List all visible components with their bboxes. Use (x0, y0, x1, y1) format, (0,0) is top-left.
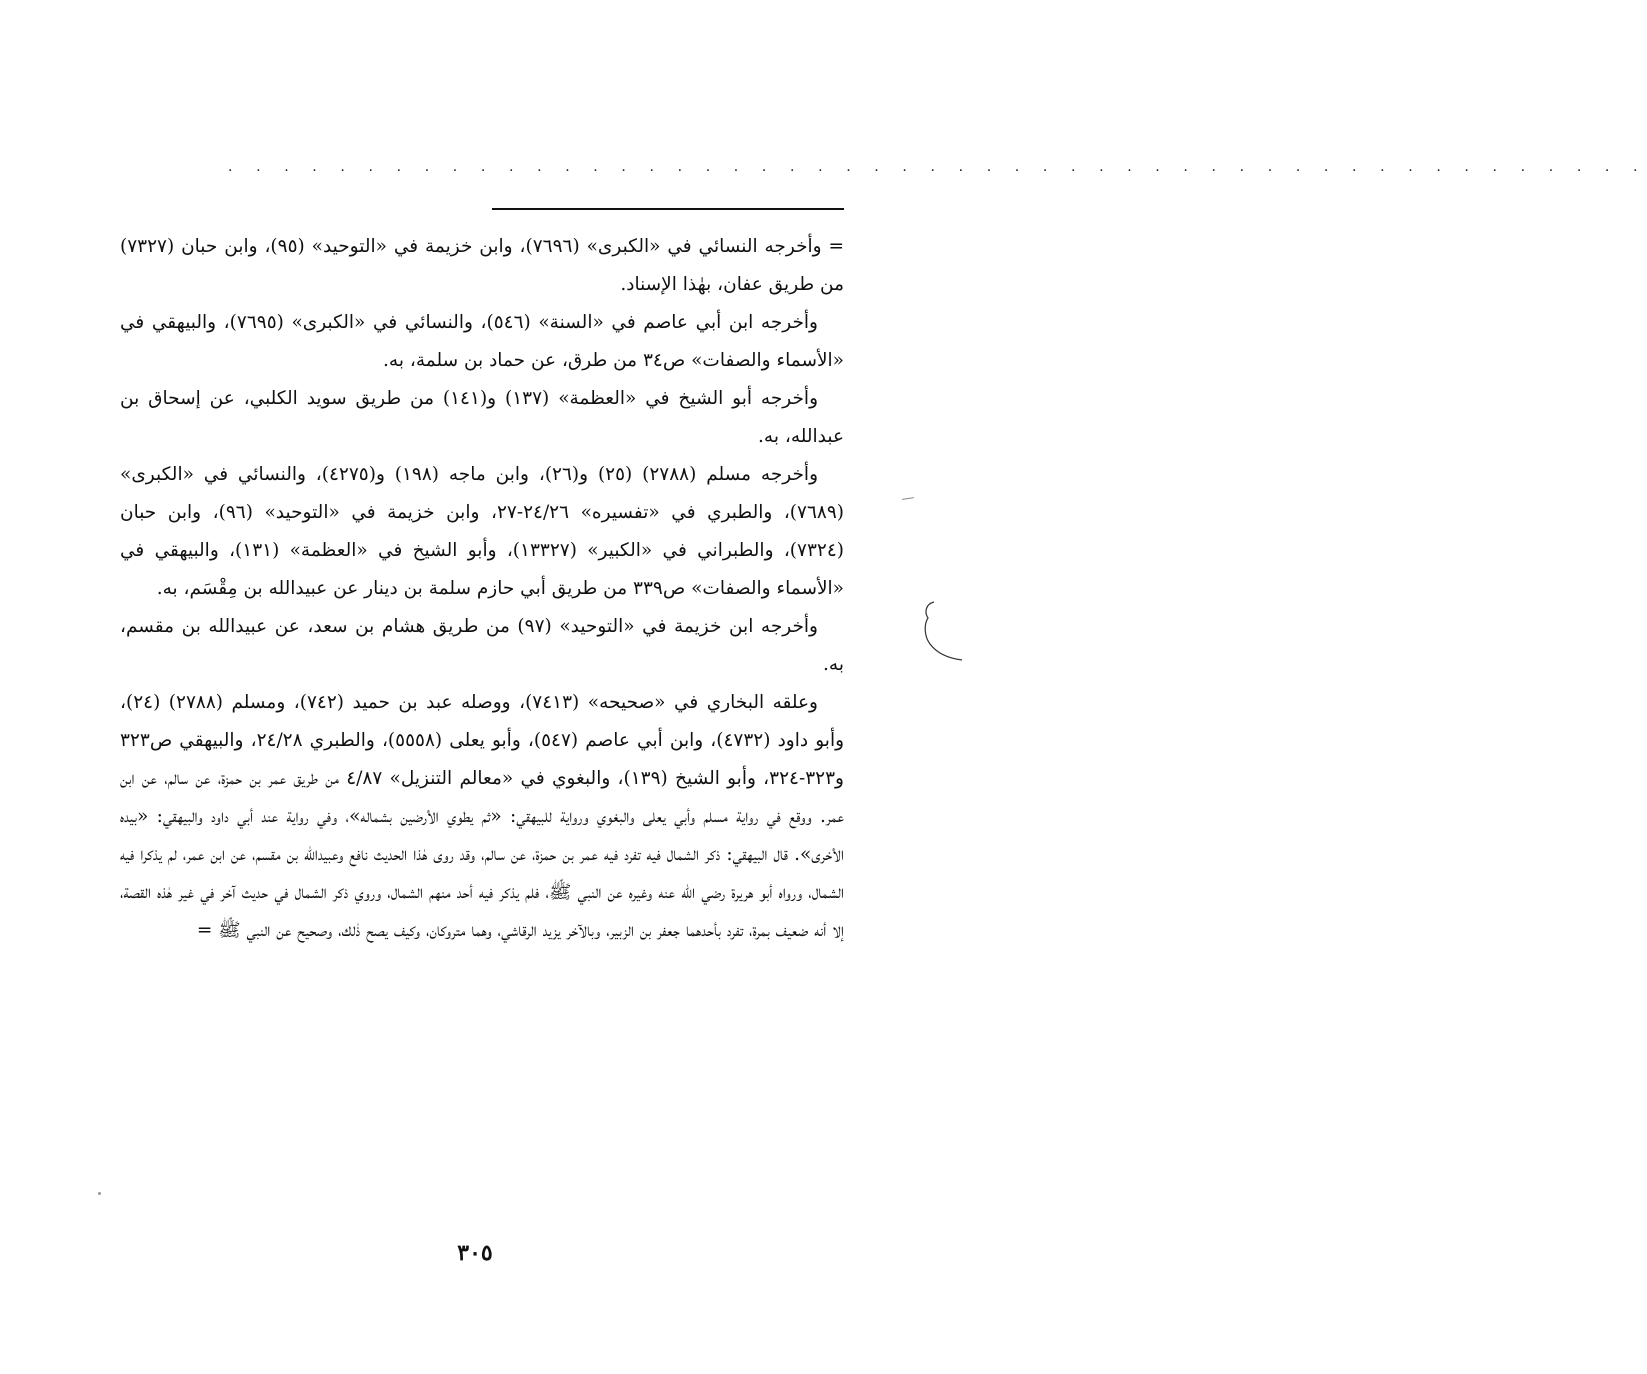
margin-tick-mark (902, 497, 914, 500)
footnote-paragraph: وأخرجه ابن خزيمة في «التوحيد» (٩٧) من طريق هشام بن سعد، عن عبيدالله بن مقسم، به. (120, 616, 844, 675)
footnote-rule (492, 208, 844, 210)
footnote-paragraph: وعلقه البخاري في «صحيحه» (٧٤١٣)، ووصله عبد بن حميد (٧٤٢)، ومسلم (٢٧٨٨) (٢٤)، وأبو داود (٤٧٣٢)، وابن أبي عاصم (٥٤٧)، وأبو يعلى (٥٥٥٨)، والطبري ٢٤/٢٨، والبيهقي ص٣٢٣ و٣٢٣-٣٢٤، وأبو الشيخ (١٣٩)، والبغوي في «معالم التنزيل» ٤/٨٧ من طريق عمر بن حمزة، عن سالم، عن ابن عمر. ووقع في رواية مسلم وأبي يعلى والبغوي ورواية للبيهقي: «ثم يطوي الأرضين بشماله»، وفي رواية عند أبي داود والبيهقي: «بيده الأخرى». قال البيهقي: ذكر الشمال فيه تفرد فيه عمر بن حمزة، عن سالم، وقد روى هٰذا الحديث نافع وعبيدالله بن مقسم، عن ابن عمر، لم يذكرا فيه الشمال، ورواه أبو هريرة رضي الله عنه وغيره عن النبي ﷺ، فلم يذكر فيه أحد منهم الشمال، وروي ذكر الشمال في حديث آخر في غير هٰذه القصة، إلا أنه ضعيف بمرة، تفرد بأحدهما جعفر بن الزبير، وبالآخر يزيد الرقاشي، وهما متروكان، وكيف يصح ذٰلك، وصحيح عن النبي ﷺ = (120, 692, 845, 941)
page-number: ٣٠٥ (457, 1240, 493, 1266)
footnote-paragraph: وأخرجه مسلم (٢٧٨٨) (٢٥) و(٢٦)، وابن ماجه (١٩٨) و(٤٢٧٥)، والنسائي في «الكبرى» (٧٦٨٩)، والطبري في «تفسيره» ٢٤/٢٦-٢٧، وابن خزيمة في «التوحيد» (٩٦)، وابن حبان (٧٣٢٤)، والطبراني في «الكبير» (١٣٣٢٧)، وأبو الشيخ في «العظمة» (١٣١)، والبيهقي في «الأسماء والصفات» ص٣٣٩ من طريق أبي حازم سلمة بن دينار عن عبيدالله بن مِقْسَم، به. (120, 464, 844, 599)
margin-speck (98, 1192, 101, 1195)
footnote-paragraph: وأخرجه أبو الشيخ في «العظمة» (١٣٧) و(١٤١) من طريق سويد الكلبي، عن إسحاق بن عبدالله، به. (120, 388, 844, 447)
footnote-dotted-separator: . . . . . . . . . . . . . . . . . . . . . . . . . . . . . . . . . . . . . . . . . . . . . . . . . . . (228, 159, 1647, 175)
footnote-paragraph: وأخرجه ابن أبي عاصم في «السنة» (٥٤٦)، والنسائي في «الكبرى» (٧٦٩٥)، والبيهقي في «الأسماء والصفات» ص٣٤ من طرق، عن حماد بن سلمة، به. (120, 312, 844, 371)
footnotes-block (120, 228, 844, 950)
footnote-paragraph: = وأخرجه النسائي في «الكبرى» (٧٦٩٦)، وابن خزيمة في «التوحيد» (٩٥)، وابن حبان (٧٣٢٧) من طريق عفان، بهٰذا الإسناد. (120, 236, 844, 295)
margin-bracket-mark (922, 596, 962, 672)
